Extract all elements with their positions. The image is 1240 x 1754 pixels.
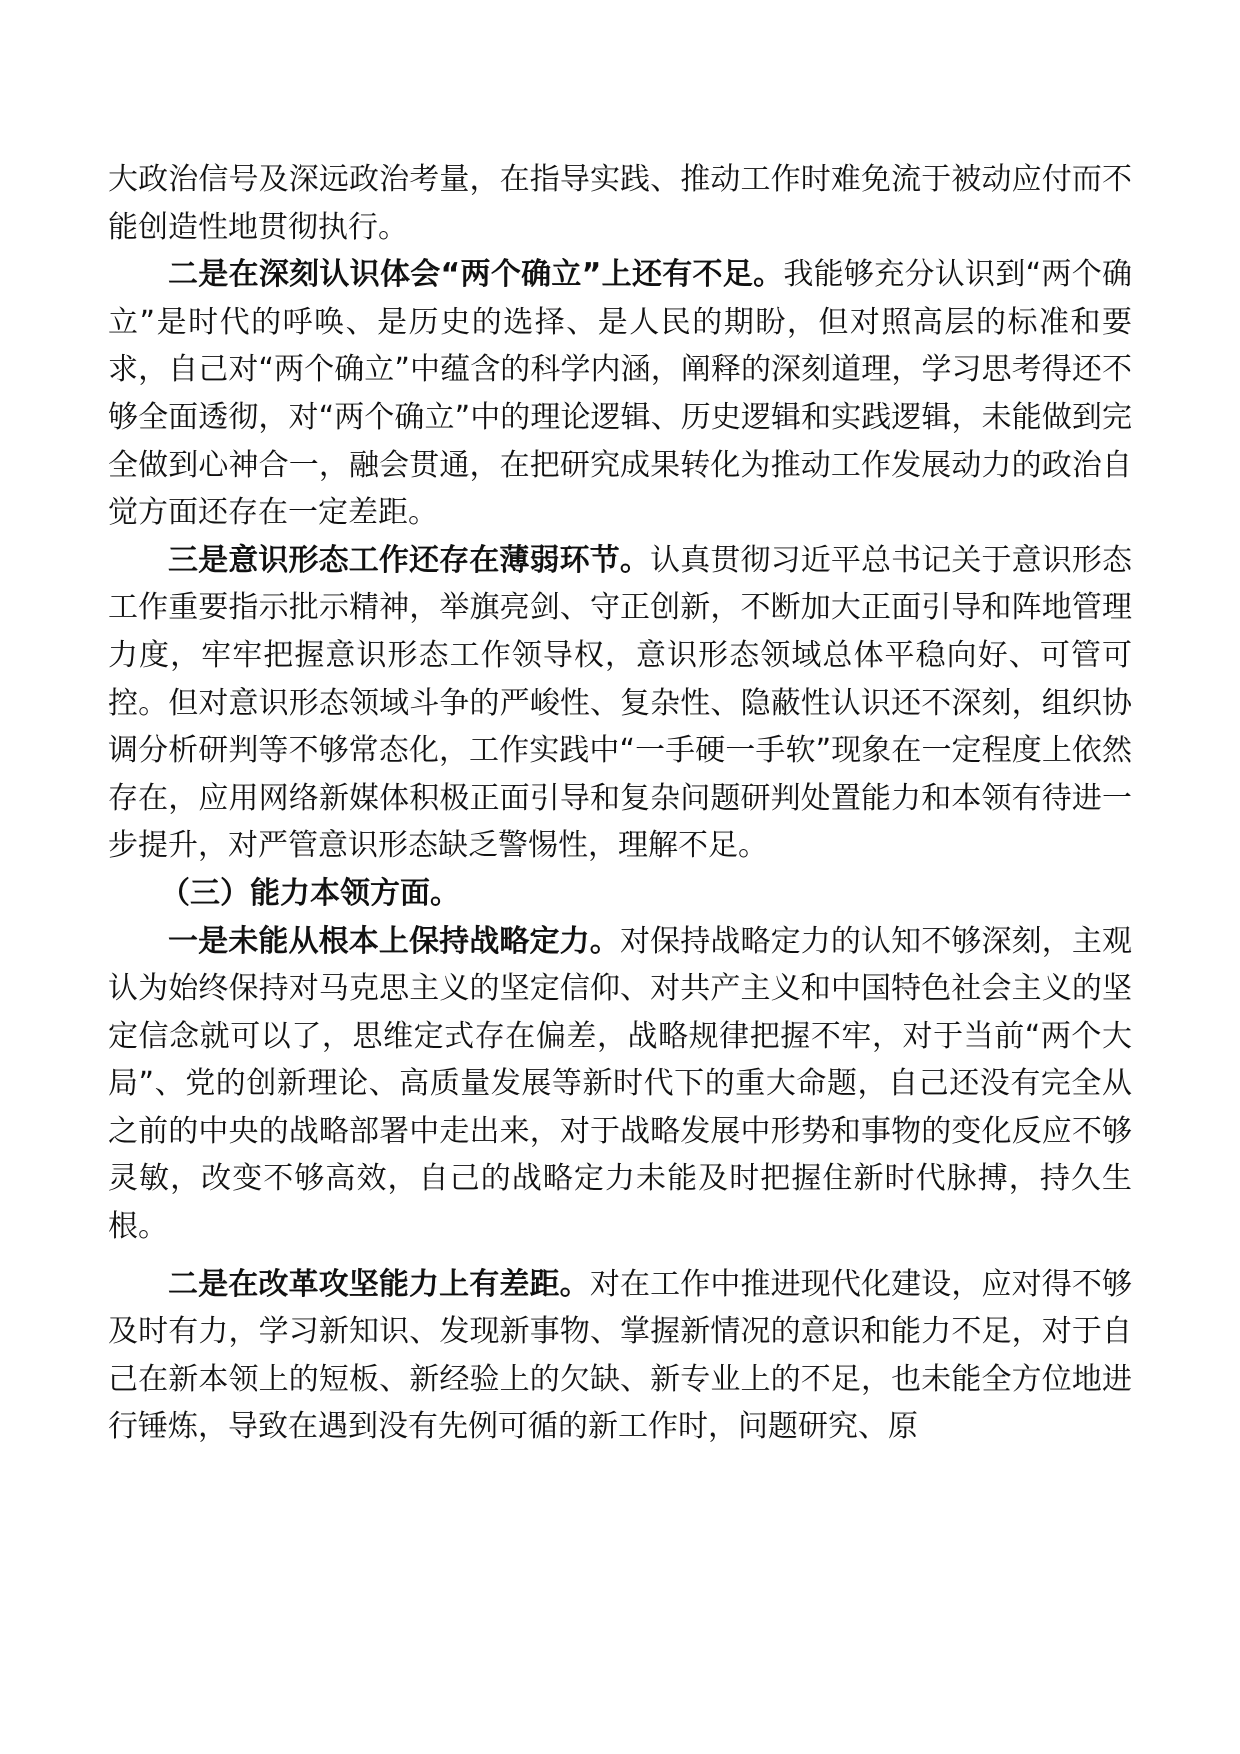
paragraph-strategic-focus: [108, 918, 1132, 1251]
paragraph-two-establishments: [108, 251, 1132, 537]
paragraph-lead: 三是意识形态工作还存在薄弱环节。: [168, 542, 651, 578]
paragraph-body: 对在工作中推进现代化建设，应对得不够及时有力，学习新知识、发现新事物、掌握新情况的意识和能力不足，对于自己在新本领上的短板、新经验上的欠缺、新专业上的不足，也未能全方位地进行锤炼，导致在遇到没有先例可循的新工作时，问题研究、原: [108, 1266, 1133, 1445]
document-page: [108, 156, 1132, 1451]
paragraph-body: 我能够充分认识到“两个确立”是时代的呼唤、是历史的选择、是人民的期盼，但对照高层的标准和要求，自己对“两个确立”中蕴含的科学内涵，阐释的深刻道理，学习思考得还不够全面透彻，对“两个确立”中的理论逻辑、历史逻辑和实践逻辑，未能做到完全做到心神合一，融会贯通，在把研究成果转化为推动工作发展动力的政治自觉方面还存在一定差距。: [108, 257, 1133, 531]
paragraph-lead: 二是在改革攻坚能力上有差距。: [168, 1266, 590, 1302]
paragraph-lead: 一是未能从根本上保持战略定力。: [168, 923, 620, 959]
paragraph-lead: 二是在深刻认识体会“两个确立”上还有不足。: [168, 257, 784, 293]
paragraph-ideology-work: [108, 537, 1132, 870]
paragraph-body: 对保持战略定力的认知不够深刻，主观认为始终保持对马克思主义的坚定信仰、对共产主义和中国特色社会主义的坚定信念就可以了，思维定式存在偏差，战略规律把握不牢，对于当前“两个大局”、党的创新理论、高质量发展等新时代下的重大命题，自己还没有完全从之前的中央的战略部署中走出来，对于战略发展中形势和事物的变化反应不够灵敏，改变不够高效，自己的战略定力未能及时把握住新时代脉搏，持久生根。: [108, 923, 1133, 1245]
intro-paragraph: 大政治信号及深远政治考量，在指导实践、推动工作时难免流于被动应付而不能创造性地贯彻执行。: [108, 162, 1132, 245]
paragraph-body: 认真贯彻习近平总书记关于意识形态工作重要指示批示精神，举旗亮剑、守正创新，不断加大正面引导和阵地管理力度，牢牢把握意识形态工作领导权，意识形态领域总体平稳向好、可管可控。但对意识形态领域斗争的严峻性、复杂性、隐蔽性认识还不深刻，组织协调分析研判等不够常态化，工作实践中“一手硬一手软”现象在一定程度上依然存在，应用网络新媒体积极正面引导和复杂问题研判处置能力和本领有待进一步提升，对严管意识形态缺乏警惕性，理解不足。: [108, 542, 1133, 864]
paragraph-reform-capability: [108, 1261, 1132, 1451]
section-heading: （三）能力本领方面。: [160, 875, 460, 911]
